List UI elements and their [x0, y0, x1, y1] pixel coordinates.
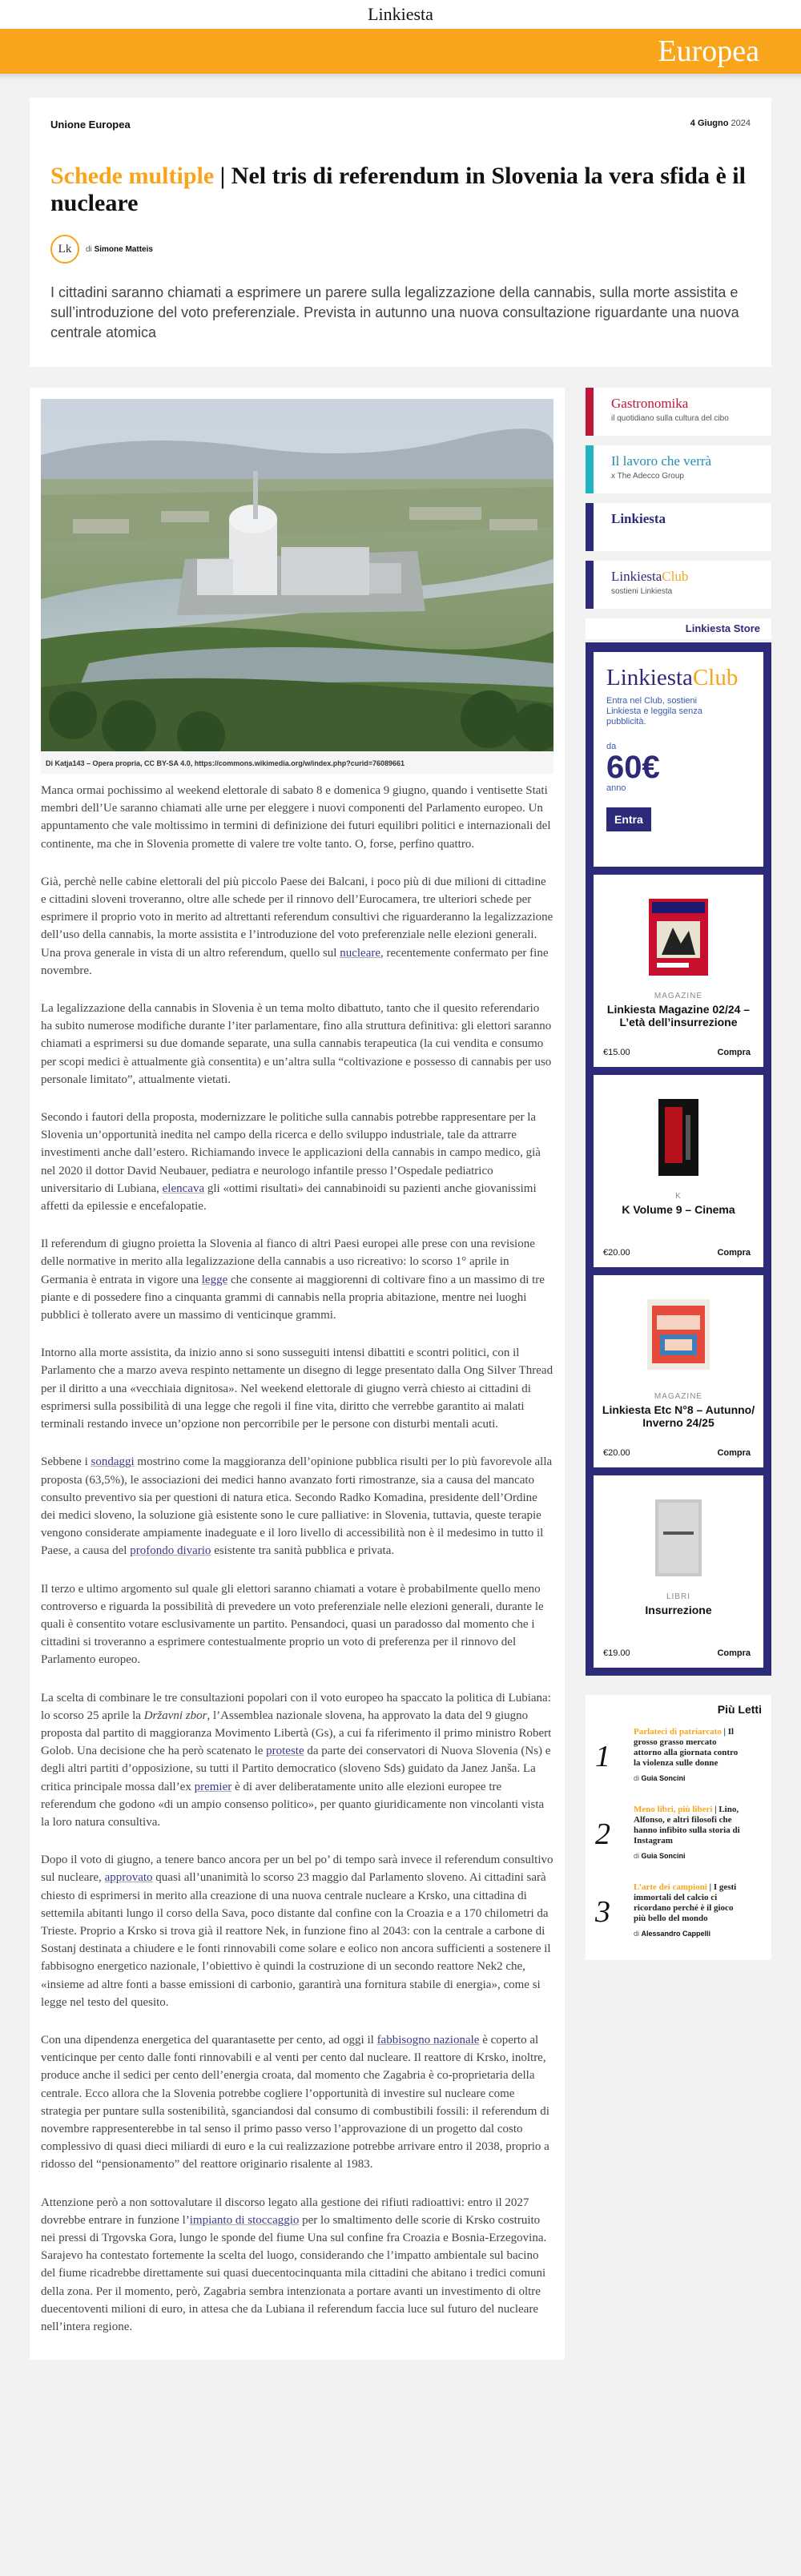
paragraph-text: che consente ai maggiorenni di coltivare fino a un massimo di tre piante e di possedere fino a cinquanta grammi di cannabis nella propria abitazione, mentre nei luoghi pubblici è tollerato avere un massimo di venticinque grammi.: [41, 1273, 545, 1322]
paragraph-text: Dopo il voto di giugno, a tenere banco ancora per un bel po’ di tempo sarà invece il referendum consultivo sul nucleare,: [41, 1854, 553, 1885]
body-paragraph: [41, 1235, 553, 1324]
store-panel: [586, 642, 771, 1676]
product-title: Linkiesta Magazine 02/24 – L’età dell’insurrezione: [606, 1003, 751, 1028]
magazine-cover: [649, 899, 708, 976]
inline-link[interactable]: sondaggi: [91, 1455, 135, 1469]
club-logo: [606, 665, 751, 691]
store-title[interactable]: Linkiesta Store: [586, 618, 771, 639]
paragraph-text: è di aver deliberatamente unito alle elezioni europee tre referendum che godono «di un ampio consenso politico», per quanto giuridicamente non vincolanti vista la loro natura consultiva.: [41, 1780, 545, 1829]
partner-stripe: [586, 388, 594, 436]
most-read-sep: |: [706, 1882, 714, 1892]
article-date: [690, 119, 751, 131]
body-paragraph: [41, 2194, 553, 2337]
inline-link[interactable]: fabbisogno nazionale: [376, 2033, 480, 2047]
byline-prefix: di: [86, 244, 92, 254]
body-paragraph: [41, 1453, 553, 1560]
paragraph-text: La legalizzazione della cannabis in Slovenia è un tema molto dibattuto, tanto che il quesito referendario ha subito numerose modifiche durante l’iter parlamentare, fino alla struttura definitiva: gli elettori saranno chiamati a esprimersi su due domande separate, una sulla cannabis terapeutica (la cui vendita e consumo per scopi medici è attualmente già consentita) e un’altra sulla “coltivazione e possesso di cannabis per uso personale limitato”, attualmente vietati.: [41, 1002, 552, 1086]
partner-linkiesta[interactable]: [586, 503, 771, 551]
most-read-sep: |: [712, 1805, 719, 1814]
most-read-author: Alessandro Cappelli: [641, 1930, 711, 1938]
partner-club[interactable]: [586, 561, 771, 609]
body-paragraph: [41, 1109, 553, 1215]
header-shadow: [0, 74, 801, 80]
most-read-item[interactable]: [595, 1805, 762, 1862]
product-kind: MAGAZINE: [654, 992, 703, 1000]
most-read-author: Guia Soncini: [641, 1774, 686, 1782]
inline-link[interactable]: profondo divario: [130, 1544, 211, 1558]
most-read-kicker: Parlateci di patriarcato: [634, 1727, 722, 1737]
most-read-headline: I gesti immortali del calcio ci ricordano perché è il gioco più bello del mondo: [634, 1882, 737, 1923]
byline-prefix: di: [634, 1852, 640, 1860]
most-read-sep: |: [721, 1727, 728, 1737]
inline-link[interactable]: elencava: [162, 1181, 205, 1195]
inline-link[interactable]: nucleare: [340, 946, 381, 960]
most-read-text: [634, 1805, 746, 1862]
content-layout: [30, 388, 771, 2360]
body-paragraph: [41, 1580, 553, 1669]
inline-link[interactable]: proteste: [266, 1745, 304, 1758]
most-read-title: Più Letti: [717, 1703, 762, 1716]
most-read-kicker: L’arte dei campioni: [634, 1882, 707, 1892]
product-price: €15.00: [603, 1048, 630, 1057]
paragraph-text: , l’Assemblea nazionale slovena, ha approvato la data del 9 giugno proposta dal partito di maggioranza Movimento Libertà (Gs), a cui fa riferimento il primo ministro Robert Golob. Una decisione che ha però scatenato le: [41, 1709, 552, 1758]
author-row: [50, 235, 751, 264]
paragraph-text: Il terzo e ultimo argomento sul quale gli elettori saranno chiamati a votare è probabilmente quello meno controverso e riguarda la possibilità di prevedere un voto preferenziale nelle elezioni generali, durante le quali è consentito votare esclusivamente un partito. Pensandoci, quasi un paradosso dal momento che i cittadini si troveranno a esprimere contestualmente proprio un voto di preferenza per il rinnovo del Parlamento europeo.: [41, 1582, 544, 1667]
byline-prefix: di: [634, 1930, 640, 1938]
partner-stripe: [586, 445, 594, 493]
most-read-byline: [634, 1773, 746, 1784]
partner-stripe: [586, 503, 594, 551]
product-title: Insurrezione: [645, 1604, 712, 1616]
paragraph-text: da parte dei conservatori di Nuova Slovenia (Ns) e degli altri partiti d’opposizione, su tutti il Partito democratico (sloveno Sds) guidato da Janez Janša. La critica principale mossa dall’ex: [41, 1745, 551, 1793]
paragraph-text: quasi all’unanimità lo scorso 23 maggio dal Parlamento sloveno. Ai cittadini sarà chiesto di esprimersi in merito alla creazione di una nuova centrale nucleare a Krsko, una cittadina di settemila abitanti lungo il corso della Sava, poco distante dal confine con la Croazia e a 170 chilometri da Trieste. Proprio a Krsko si trova già il reattore Nek, in funzione fino al 2043: con la centrale a carbone di Sostanj destinata a chiudere e le fonti rinnovabili come solare e eolico non ancora sufficienti a sostenere il fabbisogno energetico nazionale, l’obiettivo è quindi la costruzione di un secondo reattore Nek2 che, «insieme ad altre fonti a basse emissioni di carbonio, garantirà una fornitura stabile di energia», come si legge nel testo del quesito.: [41, 1871, 551, 2009]
paragraph-text: Il referendum di giugno proietta la Slovenia al fianco di altri Paesi europei alle prese con una revisione delle normative in merito alla legalizzazione della cannabis a uso ricreativo: lo scorso 1° aprile in Germania è entrata in vigore una: [41, 1238, 535, 1286]
book-cover: [658, 1099, 698, 1176]
lead-image: [41, 399, 553, 751]
magazine-cover: [647, 1299, 710, 1370]
partner-text: [594, 503, 666, 551]
section-header: [0, 29, 801, 74]
paragraph-text: Secondo i fautori della proposta, modernizzare le politiche sulla cannabis potrebbe rappresentare per la Slovenia un’opportunità inedita nel campo della ricerca e dello sviluppo industriale, tale da attrarre investimenti anche dall’estero. Richiamando invece le applicazioni della cannabis in campo medico, già nel 2020 il dottor David Neubauer, pediatra e neurologo infantile presso l’Ospedale pediatrico universitario di Lubiana,: [41, 1111, 541, 1195]
club-name-b: Club: [662, 569, 689, 584]
product-card[interactable]: [594, 1075, 763, 1267]
club-card[interactable]: [594, 652, 763, 867]
partner-name: Il lavoro che verrà: [611, 453, 712, 469]
paragraph-text: Con una dipendenza energetica del quarantasette per cento, ad oggi il: [41, 2033, 377, 2047]
byline: [86, 245, 153, 254]
article-headline: [50, 163, 751, 217]
most-read-byline: [634, 1851, 746, 1862]
partner-sub: il quotidiano sulla cultura del cibo: [611, 414, 729, 423]
article-header: [30, 98, 771, 367]
article-summary: I cittadini saranno chiamati a esprimere un parere sulla legalizzazione della cannabis, sulla morte assistita e sull’introduzione del voto preferenziale. Prevista in autunno una nuova consultazione riguardante una nuova centrale atomica: [50, 284, 739, 340]
headline-title: Nel tris di referendum in Slovenia la vera sfida è il nucleare: [50, 163, 746, 216]
club-logo-a: Linkiesta: [606, 665, 693, 690]
inline-link[interactable]: premier: [194, 1780, 232, 1793]
inline-link[interactable]: legge: [201, 1273, 228, 1286]
partner-name: [611, 569, 688, 585]
paragraph-text: Manca ormai pochissimo al weekend elettorale di sabato 8 e domenica 9 giugno, quando i ventisette Stati membri dell’Ue saranno chiamati alle urne per eleggere i nuovi componenti del Parlamento europeo. Un appuntamento che vale moltissimo in termini di definizione dei futuri equilibri politici e internazionali del continente, ma che in Slovenia promette di valere tre volte tanto. O, forse, perfino quattro.: [41, 784, 551, 851]
section-title[interactable]: Europea: [658, 34, 759, 68]
body-paragraph: [41, 873, 553, 980]
headline-separator: |: [214, 163, 231, 189]
partner-stripe: [586, 561, 594, 609]
club-logo-b: Club: [692, 665, 739, 690]
product-price: €19.00: [603, 1648, 630, 1658]
partner-sub: x The Adecco Group: [611, 472, 684, 481]
paragraph-text: esistente tra sanità pubblica e privata.: [211, 1544, 395, 1558]
partner-name: Linkiesta: [611, 511, 666, 526]
paragraph-text: La scelta di combinare le tre consultazioni popolari con il voto europeo ha spaccato la politica di Lubiana: lo scorso 25 aprile la: [41, 1691, 551, 1722]
partner-lavoro[interactable]: [586, 445, 771, 493]
paragraph-text: Già, perchè nelle cabine elettorali del più piccolo Paese dei Balcani, i poco più di due milioni di cittadine e cittadini sloveni troveranno, oltre alle schede per il rinnovo dell’Eurocamera, tre ulteriori schede per esprimere il proprio voto in merito ad altrettanti referendum consultivi che riguarderanno la legalizzazione dell’uso della cannabis, la morte assistita e l’introduzione del voto preferenziale nelle elezioni generali. Una prova generale in vista di un altro referendum, quello sul: [41, 875, 553, 960]
product-title: Linkiesta Etc N°8 – Autunno/ Inverno 24/25: [602, 1403, 755, 1429]
inline-link[interactable]: impianto di stoccaggio: [189, 2213, 300, 2227]
product-kind: K: [675, 1192, 682, 1201]
partner-sub: sostieni Linkiesta: [611, 587, 673, 596]
most-read-item[interactable]: [595, 1882, 762, 1939]
author-avatar[interactable]: Lk: [50, 235, 79, 264]
partner-text: [594, 561, 688, 609]
paragraph-text: Attenzione però a non sottovalutare il discorso legato alla gestione dei rifiuti radioattivi: entro il 2027 dovrebbe entrare in funzione l’: [41, 2196, 529, 2227]
most-read-text: [634, 1882, 746, 1939]
club-description: Entra nel Club, sostieni Linkiesta e leggila senza pubblicità.: [606, 696, 702, 727]
rank-number: 1: [595, 1740, 610, 1773]
headline-kicker: Schede multiple: [50, 163, 215, 189]
partner-text: [594, 445, 711, 493]
date-day: 4 Giugno: [690, 119, 729, 128]
buy-button[interactable]: Compra: [717, 1048, 751, 1057]
most-read: [586, 1695, 771, 1960]
author-name[interactable]: Simone Matteis: [94, 244, 153, 254]
article-meta: [50, 119, 751, 131]
book-cover: [655, 1499, 702, 1576]
article-body-column: [30, 388, 565, 2360]
product-price: €20.00: [603, 1448, 630, 1458]
paragraph-text: per lo smaltimento delle scorie di Krsko costruito nei pressi di Trgovska Gora, lungo le sponde del fiume Una sul confine fra Croazia e Bosnia-Erzegovina. Sarajevo ha contestato fortemente la scelta del luogo, considerando che l’impatto ambientale sul bacino del fiume ricadrebbe direttamente sui quasi duecentocinquanta mila cittadini che abitano i tredici comuni della zona. Per il momento, però, Zagabria sembra intenzionata a portare avanti un investimento di oltre duecentoventi milioni di euro, in attesa che da Lubiana il referendum faccia luce sul futuro del nucleare nell’intera regione.: [41, 2213, 547, 2334]
date-year: 2024: [731, 119, 751, 128]
buy-button[interactable]: Compra: [717, 1448, 751, 1458]
club-name-a: Linkiesta: [611, 569, 662, 584]
paragraph-text: Sebbene i: [41, 1455, 91, 1469]
most-read-headline: Lino, Alfonso, e altri filosofi che hanno infibito sulla storia di Instagram: [634, 1805, 740, 1845]
most-read-text: [634, 1727, 746, 1784]
byline-prefix: di: [634, 1774, 640, 1782]
most-read-headline: Il grosso grasso mercato attorno alla giornata contro la violenza sulle donne: [634, 1727, 739, 1768]
article-category[interactable]: Unione Europea: [50, 119, 131, 131]
product-price: €20.00: [603, 1248, 630, 1258]
body-paragraph: [41, 1689, 553, 1832]
paragraph-text: gli «ottimi risultati» dei cannabinoidi su pazienti anche giovanissimi affetti da epilessie e encefalopatie.: [41, 1181, 537, 1214]
paragraph-text: mostrino come la maggioranza dell’opinione pubblica risulti per lo più favorevole alla proposta (63,5%), le associazioni dei medici hanno avanzato forti rimostranze, sia a causa del mancato consulto preventivo sia per questioni di natura etica. Secondo Radko Komadina, presidente dell’Ordine dei medici sloveno, la soluzione già esistente sono le cure palliative: in Slovenia, tuttavia, queste terapie vengono considerate ampiamente inadeguate e il loro livello di accessibilità non è il medesimo in tutto il Paese, a causa del: [41, 1455, 553, 1558]
club-from: da: [606, 742, 617, 751]
partner-gastronomika[interactable]: [586, 388, 771, 436]
buy-button[interactable]: Compra: [717, 1648, 751, 1658]
product-title: K Volume 9 – Cinema: [622, 1203, 735, 1216]
partner-name: Gastronomika: [611, 396, 689, 411]
emphasis-text: Državni zbor: [143, 1709, 207, 1722]
product-card[interactable]: [594, 875, 763, 1067]
club-enter-button[interactable]: Entra: [606, 807, 651, 831]
site-logo[interactable]: Linkiesta: [0, 0, 801, 29]
product-kind: MAGAZINE: [654, 1392, 703, 1401]
sidebar: [586, 388, 771, 1960]
nuclear-plant-photo: [41, 399, 553, 751]
product-card[interactable]: [594, 1275, 763, 1467]
article-body: [41, 782, 553, 2336]
most-read-author: Guia Soncini: [641, 1852, 686, 1860]
product-card[interactable]: [594, 1475, 763, 1668]
most-read-byline: [634, 1929, 746, 1939]
paragraph-text: è coperto al venticinque per cento dalle fonti rinnovabili e al venti per cento dal nucleare. Il reattore di Krsko, inoltre, produce anche il sedici per cento dell’energia croata, dal momento che Zagabria è co-proprietaria della centrale. Ecco allora che la Slovenia potrebbe cogliere l’opportunità di investire sul nucleare come strategia per puntare sulla sostenibilità, sganciandosi dal consumo di combustibili fossili: il referendum di novembre rappresenterebbe in tal senso il primo passo verso l’approvazione di un progetto dal costo complessivo di quasi dieci miliardi di euro e la cui realizzazione potrebbe arrivare entro il 2038, proprio a ridosso del “pensionamento” del reattore originario risalente al 1983.: [41, 2033, 549, 2171]
partner-text: [594, 388, 729, 436]
most-read-kicker: Meno libri, più liberi: [634, 1805, 713, 1814]
body-paragraph: [41, 1344, 553, 1433]
club-price: 60€: [606, 750, 660, 785]
image-caption: Di Katja143 – Opera propria, CC BY-SA 4.0, https://commons.wikimedia.org/w/index.php?curid=76089661: [41, 751, 553, 774]
body-paragraph: [41, 1000, 553, 1089]
buy-button[interactable]: Compra: [717, 1248, 751, 1258]
most-read-item[interactable]: [595, 1727, 762, 1784]
paragraph-text: Intorno alla morte assistita, da inizio anno si sono susseguiti intensi dibattiti e scontri politici, con il Parlamento che a marzo aveva respinto nettamente un disegno di legge presentato dalla Ong Silver Thread per il diritto a una «vecchiaia dignitosa». Nel weekend elettorale di giugno verrà chiesto ai cittadini di esprimersi sulla possibilità di una legge che regoli il fine vita, diritto che verrebbe garantito ai malati terminali restando invece un’opzione non percorribile per le persone con disturbi mentali acuti.: [41, 1346, 553, 1431]
body-paragraph: [41, 1851, 553, 2011]
paragraph-text: , recentemente confermato per fine novembre.: [41, 946, 549, 977]
body-paragraph: [41, 782, 553, 853]
rank-number: 2: [595, 1817, 610, 1851]
rank-number: 3: [595, 1895, 610, 1929]
product-kind: LIBRI: [666, 1592, 690, 1601]
inline-link[interactable]: approvato: [104, 1871, 153, 1885]
body-paragraph: [41, 2031, 553, 2174]
club-period: anno: [606, 783, 626, 793]
